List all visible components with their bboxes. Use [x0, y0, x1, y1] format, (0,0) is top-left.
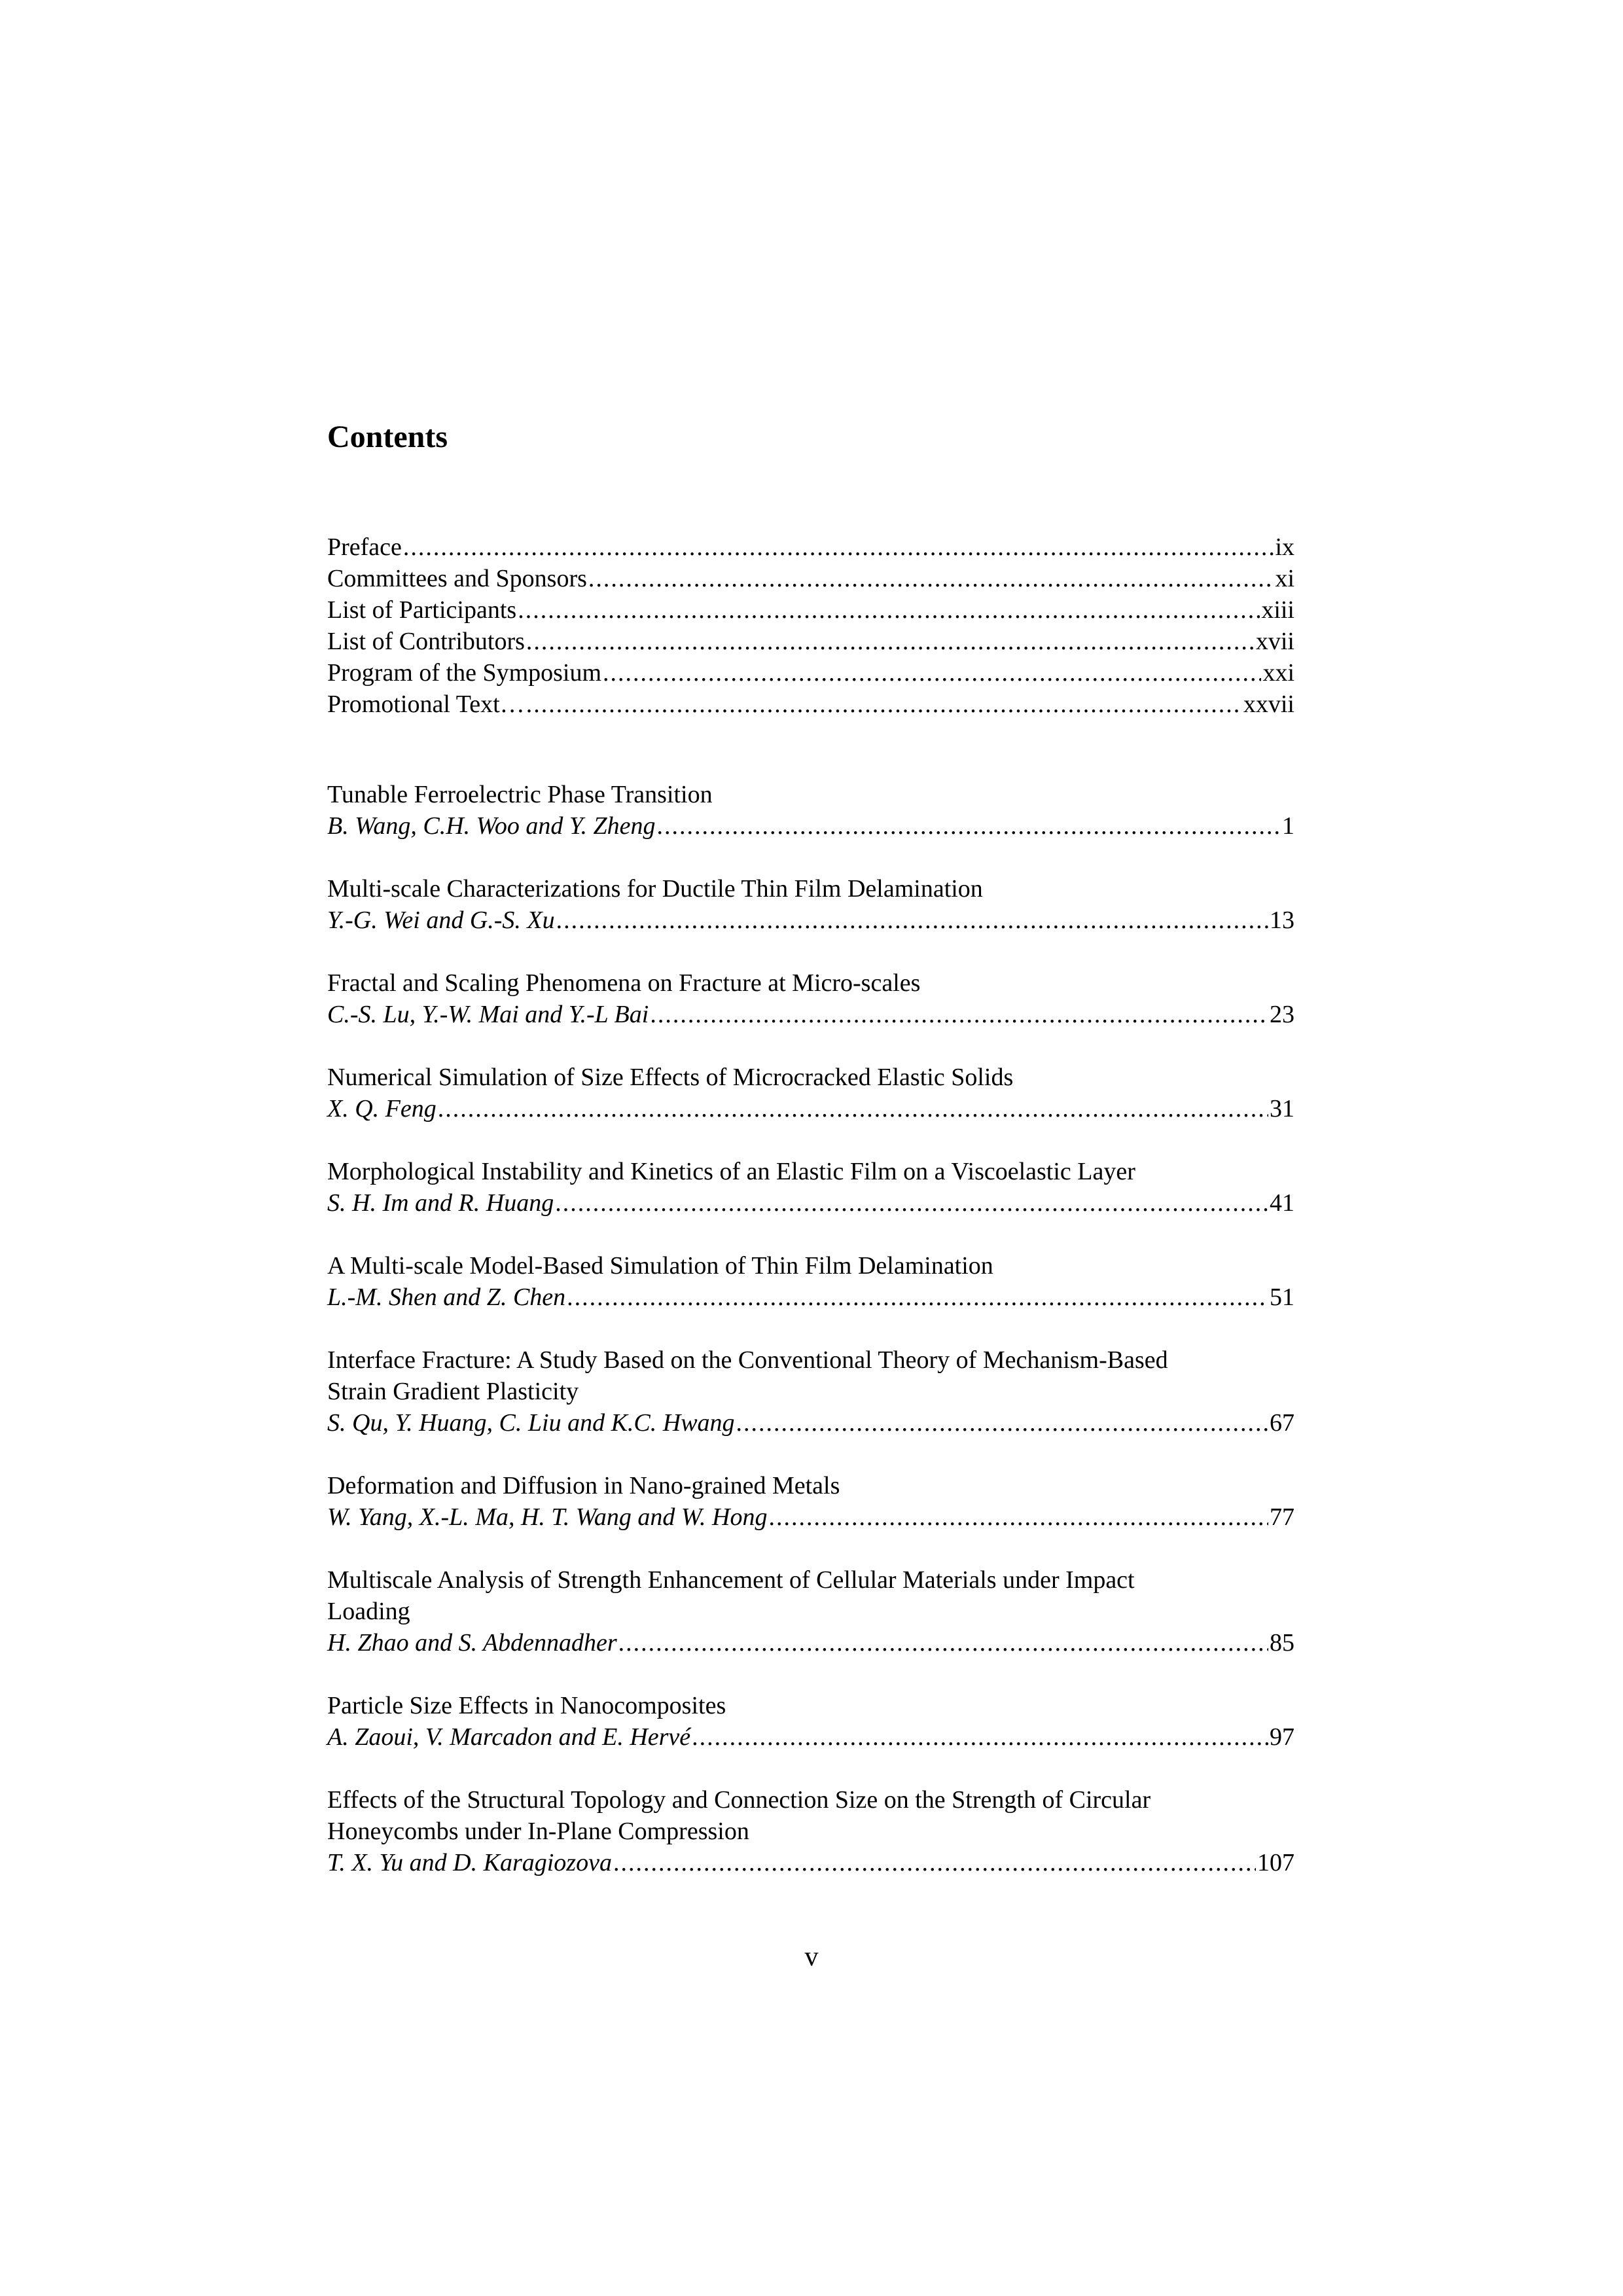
paper-title: Particle Size Effects in Nanocomposites: [327, 1692, 726, 1719]
front-matter-item: [327, 563, 1294, 594]
paper-authors: X. Q. Feng: [327, 1095, 437, 1122]
paper-entry: [327, 1250, 1294, 1313]
paper-title-continued: Honeycombs under In-Plane Compression: [327, 1818, 749, 1845]
front-matter-label: Committees and Sponsors: [327, 565, 587, 592]
author-line: [327, 1093, 1294, 1124]
contents-heading: Contents: [327, 420, 448, 454]
paper-entry: [327, 1156, 1294, 1219]
paper-page: 97: [1270, 1723, 1294, 1751]
dot-leader: [567, 1282, 1268, 1313]
paper-page: 77: [1270, 1503, 1294, 1531]
author-line: [327, 1282, 1294, 1313]
paper-page: 51: [1270, 1283, 1294, 1311]
paper-entry: [327, 1784, 1294, 1878]
dot-leader: [588, 563, 1274, 594]
front-matter-list: [327, 531, 1294, 720]
front-matter-page: xxvii: [1243, 691, 1294, 718]
dot-leader: [518, 594, 1260, 626]
paper-entry: [327, 1470, 1294, 1533]
front-matter-item: [327, 594, 1294, 626]
paper-entry: [327, 1344, 1294, 1439]
author-line: [327, 905, 1294, 936]
author-line: [327, 810, 1294, 842]
dot-leader: [556, 905, 1268, 936]
dot-leader: [438, 1093, 1268, 1124]
page-number: v: [804, 1942, 819, 1972]
paper-authors: B. Wang, C.H. Woo and Y. Zheng: [327, 812, 656, 840]
paper-authors: A. Zaoui, V. Marcadon and E. Hervé: [327, 1723, 691, 1751]
paper-page: 41: [1270, 1189, 1294, 1217]
paper-entry: [327, 967, 1294, 1030]
front-matter-page: ix: [1275, 533, 1294, 561]
dot-leader: [736, 1407, 1268, 1439]
paper-title-continued: Strain Gradient Plasticity: [327, 1378, 579, 1405]
dot-leader: [656, 810, 1281, 842]
dot-leader: [603, 657, 1261, 689]
dot-leader: [403, 531, 1274, 563]
author-line: [327, 999, 1294, 1030]
paper-authors: H. Zhao and S. Abdennadher: [327, 1629, 617, 1657]
dot-leader: [769, 1501, 1269, 1533]
front-matter-label: Program of the Symposium: [327, 659, 602, 687]
front-matter-label: Preface: [327, 533, 402, 561]
front-matter-page: xi: [1275, 565, 1294, 592]
paper-authors: C.-S. Lu, Y.-W. Mai and Y.-L Bai: [327, 1001, 649, 1028]
front-matter-page: xxi: [1262, 659, 1294, 687]
paper-title-continued: Loading: [327, 1598, 410, 1625]
paper-authors: T. X. Yu and D. Karagiozova: [327, 1849, 612, 1876]
dot-leader: [613, 1847, 1256, 1878]
paper-page: 85: [1270, 1629, 1294, 1657]
paper-page: 23: [1270, 1001, 1294, 1028]
paper-title: Interface Fracture: A Study Based on the Conventional Theory of Mechanism-Based: [327, 1346, 1168, 1374]
paper-title: Deformation and Diffusion in Nano-grained Metals: [327, 1472, 840, 1499]
paper-authors: L.-M. Shen and Z. Chen: [327, 1283, 566, 1311]
dot-leader: [618, 1627, 1268, 1659]
front-matter-item: [327, 531, 1294, 563]
front-matter-label: List of Participants: [327, 596, 517, 624]
paper-entry: [327, 1564, 1294, 1659]
paper-page: 107: [1257, 1849, 1294, 1876]
dot-leader: [526, 689, 1242, 720]
author-line: [327, 1407, 1294, 1439]
paper-page: 1: [1282, 812, 1294, 840]
paper-page: 13: [1270, 906, 1294, 934]
paper-entry: [327, 779, 1294, 842]
dot-leader: [555, 1187, 1268, 1219]
paper-title: Fractal and Scaling Phenomena on Fracture at Micro-scales: [327, 969, 921, 997]
author-line: [327, 1501, 1294, 1533]
front-matter-item: [327, 657, 1294, 689]
author-line: [327, 1187, 1294, 1219]
dot-leader: [526, 626, 1255, 657]
author-line: [327, 1627, 1294, 1659]
paper-authors: S. H. Im and R. Huang: [327, 1189, 554, 1217]
paper-authors: S. Qu, Y. Huang, C. Liu and K.C. Hwang: [327, 1409, 735, 1437]
paper-entry: [327, 1062, 1294, 1124]
paper-title: A Multi-scale Model-Based Simulation of Thin Film Delamination: [327, 1252, 993, 1280]
front-matter-label: List of Contributors: [327, 628, 525, 655]
paper-authors: W. Yang, X.-L. Ma, H. T. Wang and W. Hong: [327, 1503, 768, 1531]
paper-title: Morphological Instability and Kinetics of an Elastic Film on a Viscoelastic Layer: [327, 1158, 1135, 1185]
paper-title: Effects of the Structural Topology and Connection Size on the Strength of Circular: [327, 1786, 1151, 1814]
paper-entry: [327, 873, 1294, 936]
paper-page: 67: [1270, 1409, 1294, 1437]
front-matter-page: xiii: [1261, 596, 1294, 624]
dot-leader: [692, 1721, 1268, 1753]
paper-authors: Y.-G. Wei and G.-S. Xu: [327, 906, 555, 934]
front-matter-page: xvii: [1255, 628, 1294, 655]
paper-list: [327, 779, 1294, 1910]
front-matter-item: [327, 689, 1294, 720]
author-line: [327, 1847, 1294, 1878]
paper-page: 31: [1270, 1095, 1294, 1122]
author-line: [327, 1721, 1294, 1753]
paper-entry: [327, 1690, 1294, 1753]
front-matter-label: Promotional Text…: [327, 691, 525, 718]
paper-title: Multi-scale Characterizations for Ductile Thin Film Delamination: [327, 875, 983, 903]
front-matter-item: [327, 626, 1294, 657]
dot-leader: [650, 999, 1268, 1030]
paper-title: Multiscale Analysis of Strength Enhancement of Cellular Materials under Impact: [327, 1566, 1135, 1594]
paper-title: Numerical Simulation of Size Effects of Microcracked Elastic Solids: [327, 1064, 1014, 1091]
paper-title: Tunable Ferroelectric Phase Transition: [327, 781, 713, 808]
